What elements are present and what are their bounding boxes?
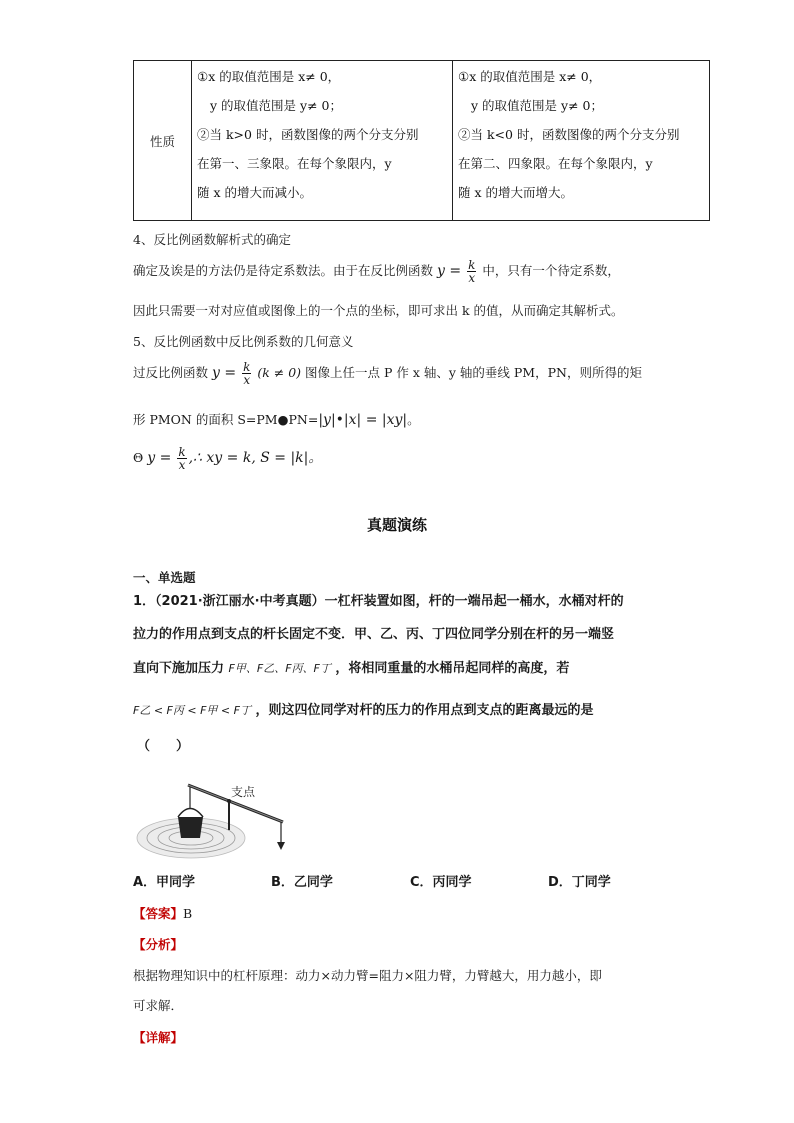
- section-5-paragraph-3: Θ y = $\frac{k}{x}$ ,∴ xy = k, S = |k|。: [133, 445, 323, 472]
- left-line-4: 在第一、三象限。在每个象限内，y: [197, 156, 392, 171]
- left-line-5: 随 x 的增大而减小。: [197, 185, 312, 200]
- question-line-1: 1．（2021·浙江丽水·中考真题）一杠杆装置如图，杆的一端吊起一桶水，水桶对杆的: [133, 594, 624, 609]
- section-5-paragraph-1: 过反比例函数 y = $\frac{k}{x}$ (k ≠ 0) 图像上任一点 P 作 x 轴、y 轴的垂线 PM，PN，则所得的矩: [133, 360, 642, 387]
- property-table: [133, 60, 710, 221]
- section-5-heading: 5、反比例函数中反比例系数的几何意义: [133, 334, 354, 349]
- question-line-3: 直向下施加压力 F甲、F乙、F丙、F丁 ，将相同重量的水桶吊起同样的高度，若: [133, 661, 570, 676]
- section-4-paragraph-1: 确定及诶是的方法仍是待定系数法。由于在反比例函数 y = $\frac{k}{x}$ 中，只有一个待定系数，: [133, 258, 620, 285]
- section-5-paragraph-2: 形 PMON 的面积 S=PM●PN=|y|•|x| = |xy|。: [133, 412, 420, 428]
- analysis-tag: 【分析】: [133, 937, 184, 952]
- lever-figure: [133, 772, 313, 864]
- right-line-1: ①x 的取值范围是 x≠ 0，: [458, 69, 602, 84]
- fraction-k-over-x: $\frac{k}{x}$: [468, 258, 476, 285]
- detail-tag: 【详解】: [133, 1030, 184, 1045]
- section-4-paragraph-2: 因此只需要一对对应值或图像上的一个点的坐标，即可求出 k 的值，从而确定其解析式。: [133, 303, 624, 318]
- answer-parentheses: （ ）: [137, 739, 190, 754]
- question-line-2: 拉力的作用点到支点的杆长固定不变．甲、乙、丙、丁四位同学分别在杆的另一端竖: [133, 627, 615, 642]
- section-title: 真题演练: [366, 516, 427, 534]
- answer-line: [133, 906, 192, 922]
- option-d[interactable]: D．丁同学: [548, 875, 611, 890]
- answer-value: B: [183, 906, 193, 921]
- forces-list: F甲、F乙、F丙、F丁: [228, 662, 331, 675]
- right-line-2: y 的取值范围是 y≠ 0；: [471, 98, 603, 113]
- right-line-3: ②当 k<0 时，函数图像的两个分支分别: [458, 127, 680, 142]
- answer-tag: 【答案】: [133, 906, 184, 921]
- question-line-4: F乙 < F丙 < F甲 < F丁 ，则这四位同学对杆的压力的作用点到支点的距离最远的是: [133, 703, 594, 718]
- left-line-1: ①x 的取值范围是 x≠ 0，: [197, 69, 341, 84]
- analysis-line-1: 根据物理知识中的杠杆原理：动力×动力臂=阻力×阻力臂，力臂越大，用力越小，即: [133, 968, 602, 983]
- analysis-line-2: 可求解．: [133, 998, 184, 1013]
- left-line-2: y 的取值范围是 y≠ 0；: [210, 98, 342, 113]
- right-property-cell: [453, 61, 710, 221]
- right-line-5: 随 x 的增大而增大。: [458, 185, 573, 200]
- left-line-3: ②当 k>0 时，函数图像的两个分支分别: [197, 127, 419, 142]
- row-label-cell: [134, 61, 192, 221]
- fulcrum-label: 支点: [231, 785, 256, 799]
- row-label: 性质: [149, 134, 175, 149]
- option-b[interactable]: B．乙同学: [271, 875, 333, 890]
- question-type-heading: 一、单选题: [133, 570, 196, 585]
- right-line-4: 在第二、四象限。在每个象限内，y: [458, 156, 653, 171]
- section-4-heading: 4、反比例函数解析式的确定: [133, 232, 291, 247]
- bucket-icon: [178, 786, 203, 838]
- option-a[interactable]: A．甲同学: [133, 875, 196, 890]
- force-arrow-icon: [277, 822, 285, 850]
- option-c[interactable]: C．丙同学: [410, 875, 472, 890]
- left-property-cell: [192, 61, 453, 221]
- forces-order: F乙 < F丙 < F甲 < F丁: [133, 704, 251, 717]
